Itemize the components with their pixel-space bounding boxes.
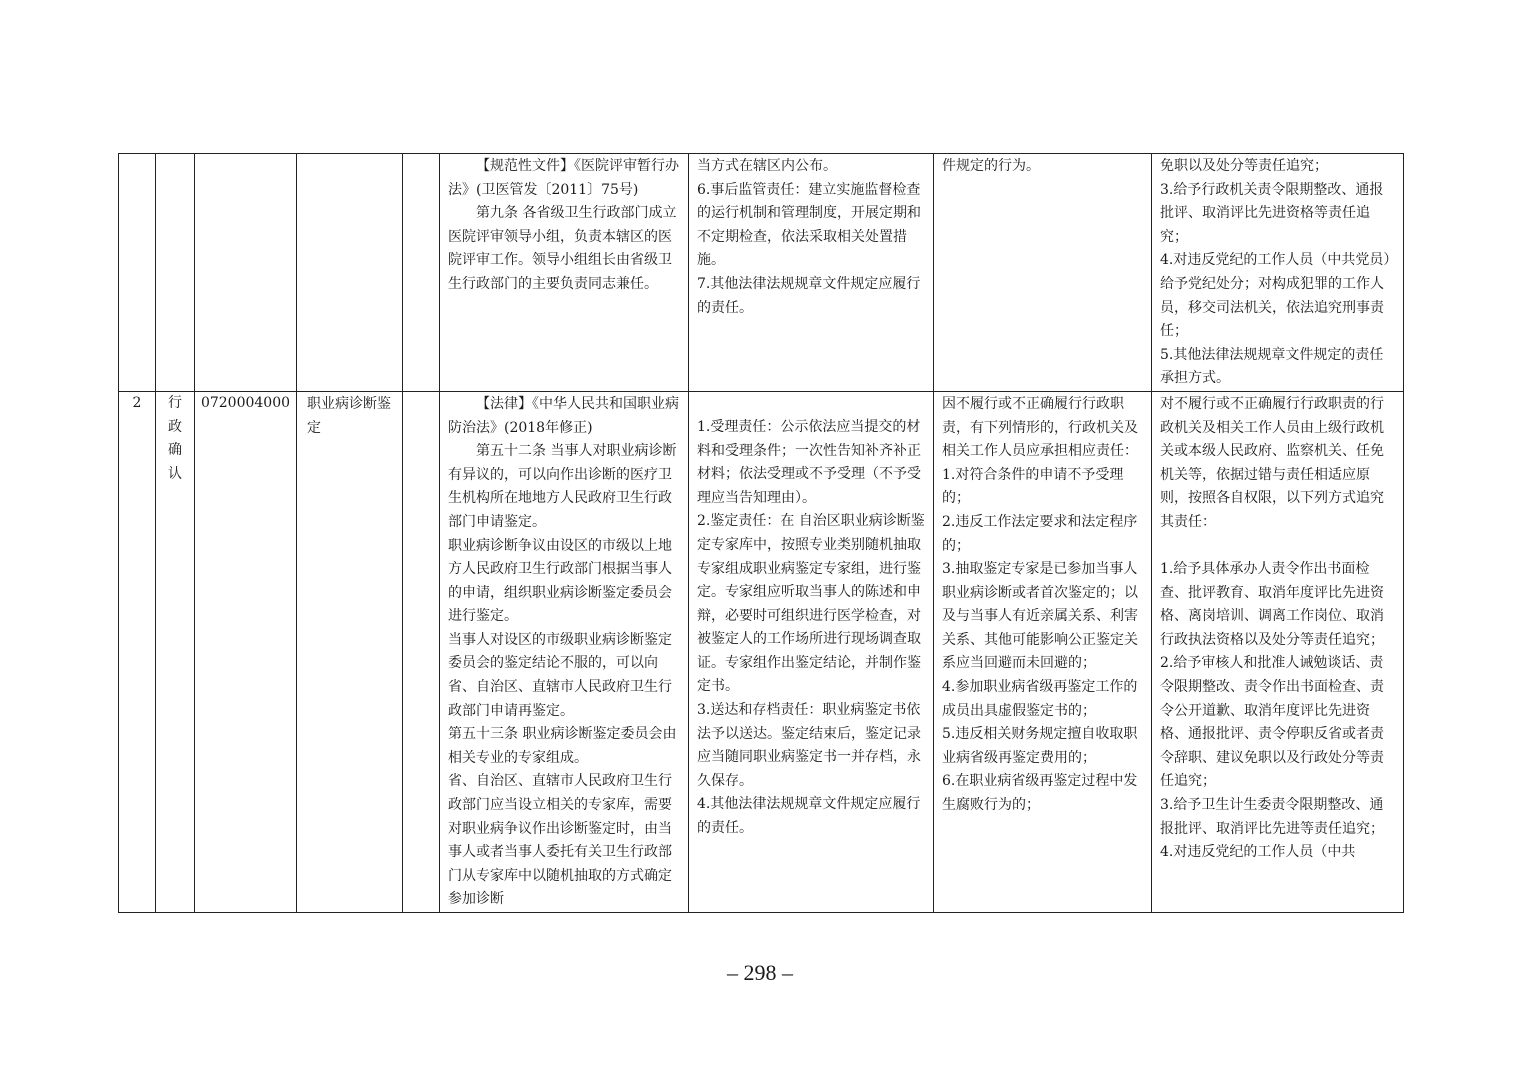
responsibility-paragraph: 4.其他法律法规规章文件规定应履行的责任。	[697, 796, 921, 837]
seq-number: 2	[132, 394, 142, 411]
basis-paragraph: 第九条 各省级卫生行政部门成立医院评审领导小组，负责本辖区的医院评审工作。领导小组组长由省级卫生行政部门的主要负责同志兼任。	[448, 205, 677, 292]
item-code: 0720004000	[200, 394, 291, 411]
accountability-paragraph: 4.对违反党纪的工作人员（中共党员）给予党纪处分；对构成犯罪的工作人员，移交司法机关，依法追究刑事责任；	[1160, 252, 1391, 340]
circumstance-paragraph: 2.违反工作法定要求和法定程序的；	[942, 513, 1138, 554]
circumstance-paragraph: 3.抽取鉴定专家是已参加当事人职业病诊断或者首次鉴定的；以及与当事人有近亲属关系、利害关系、其他可能影响公正鉴定关系应当回避而未回避的；	[942, 561, 1138, 672]
responsibility-paragraph: 3.送达和存档责任：职业病鉴定书依法予以送达。鉴定结束后，鉴定记录应当随同职业病鉴定书一并存档，永久保存。	[697, 702, 921, 789]
circumstance-paragraph: 因不履行或不正确履行行政职责，有下列情形的，行政机关及相关工作人员应承担相应责任：	[942, 395, 1138, 460]
responsibility-paragraph: 当方式在辖区内公布。	[697, 158, 837, 174]
circumstance-paragraph: 4.参加职业病省级再鉴定工作的成员出具虚假鉴定书的；	[942, 679, 1138, 719]
accountability-paragraph: 免职以及处分等责任追究；	[1160, 158, 1328, 174]
accountability-spacer	[1160, 535, 1397, 559]
seq-cell	[119, 154, 156, 392]
basis-paragraph: 当事人对设区的市级职业病诊断鉴定委员会的鉴定结论不服的，可以向省、自治区、直辖市人民政府卫生行政部门申请再鉴定。	[448, 631, 672, 719]
item-name-cell	[297, 154, 403, 392]
circumstances-cell	[934, 391, 1152, 912]
circumstance-paragraph: 1.对符合条件的申请不予受理的；	[942, 466, 1124, 507]
category-cell	[156, 391, 195, 912]
responsibility-paragraph: 1.受理责任：公示依法应当提交的材料和受理条件；一次性告知补齐补正材料；依法受理或不予受理（不予受理应当告知理由）。	[697, 418, 921, 506]
sub-item-cell	[403, 391, 440, 912]
circumstance-paragraph: 5.违反相关财务规定擅自收取职业病省级再鉴定费用的；	[942, 726, 1138, 766]
responsibility-table	[118, 153, 1404, 913]
circumstance-paragraph: 件规定的行为。	[942, 158, 1040, 174]
responsibility-paragraph: 7.其他法律法规规章文件规定应履行的责任。	[697, 275, 921, 316]
item-name: 职业病诊断鉴定	[307, 395, 391, 436]
page-number: – 298 –	[727, 960, 793, 985]
basis-paragraph: 职业病诊断争议由设区的市级以上地方人民政府卫生行政部门根据当事人的申请，组织职业病诊断鉴定委员会进行鉴定。	[448, 537, 672, 625]
item-name-cell	[297, 391, 403, 912]
code-cell	[195, 391, 297, 912]
accountability-paragraph: 2.给予审核人和批准人诫勉谈话、责令限期整改、责令作出书面检查、责令公开道歉、取消年度评比先进资格、通报批评、责令停职反省或者责令辞职、建议免职以及行政处分等责任追究；	[1160, 655, 1384, 790]
responsibility-cell	[689, 154, 934, 392]
accountability-paragraph: 对不履行或不正确履行行政职责的行政机关及相关工作人员由上级行政机关或本级人民政府、监察机关、任免机关等，依据过错与责任相适应原则，按照各自权限，以下列方式追究其责任：	[1160, 395, 1384, 530]
responsibility-paragraph: 6.事后监管责任：建立实施监督检查的运行机制和管理制度，开展定期和不定期检查，依法采取相关处置措施。	[697, 181, 921, 269]
basis-paragraph: 第五十二条 当事人对职业病诊断有异议的，可以向作出诊断的医疗卫生机构所在地地方人民政府卫生行政部门申请鉴定。	[448, 443, 677, 530]
category-label: 行政确认	[167, 394, 182, 482]
basis-paragraph: 【规范性文件】《医院评审暂行办法》(卫医管发〔2011〕75号)	[448, 158, 679, 198]
circumstances-cell	[934, 154, 1152, 392]
responsibility-paragraph: 2.鉴定责任：在 自治区职业病诊断鉴定专家库中，按照专业类别随机抽取专家组成职业病鉴定专家组，进行鉴定。专家组应听取当事人的陈述和申辩，必要时可组织进行医学检查，对被鉴定人的工作场所进行现场调查取证。专家组作出鉴定结论，并制作鉴定书。	[697, 513, 925, 695]
basis-cell	[440, 154, 689, 392]
accountability-cell	[1152, 154, 1404, 392]
circumstance-paragraph: 6.在职业病省级再鉴定过程中发生腐败行为的；	[942, 773, 1138, 814]
table-row	[119, 391, 1404, 912]
accountability-paragraph: 4.对违反党纪的工作人员（中共	[1160, 844, 1356, 861]
accountability-paragraph: 3.给予卫生计生委责令限期整改、通报批评、取消评比先进等责任追究；	[1160, 797, 1384, 837]
accountability-paragraph: 1.给予具体承办人责令作出书面检查、批评教育、取消年度评比先进资格、离岗培训、调离工作岗位、取消行政执法资格以及处分等责任追究；	[1160, 561, 1384, 648]
code-cell	[195, 154, 297, 392]
accountability-paragraph: 5.其他法律法规规章文件规定的责任承担方式。	[1160, 346, 1384, 387]
accountability-paragraph: 3.给予行政机关责令限期整改、通报批评、取消评比先进资格等责任追究；	[1160, 181, 1384, 245]
basis-paragraph: 【法律】《中华人民共和国职业病防治法》(2018年修正)	[448, 395, 679, 436]
basis-paragraph: 第五十三条 职业病诊断鉴定委员会由相关专业的专家组成。	[448, 726, 677, 766]
sub-item-cell	[403, 154, 440, 392]
seq-cell	[119, 391, 156, 912]
table-row	[119, 154, 1404, 392]
basis-paragraph: 省、自治区、直辖市人民政府卫生行政部门应当设立相关的专家库，需要对职业病争议作出诊断鉴定时，由当事人或者当事人委托有关卫生行政部门从专家库中以随机抽取的方式确定参加诊断	[448, 773, 672, 908]
category-cell	[156, 154, 195, 392]
accountability-cell	[1152, 391, 1404, 912]
responsibility-cell	[689, 391, 934, 912]
basis-cell	[440, 391, 689, 912]
